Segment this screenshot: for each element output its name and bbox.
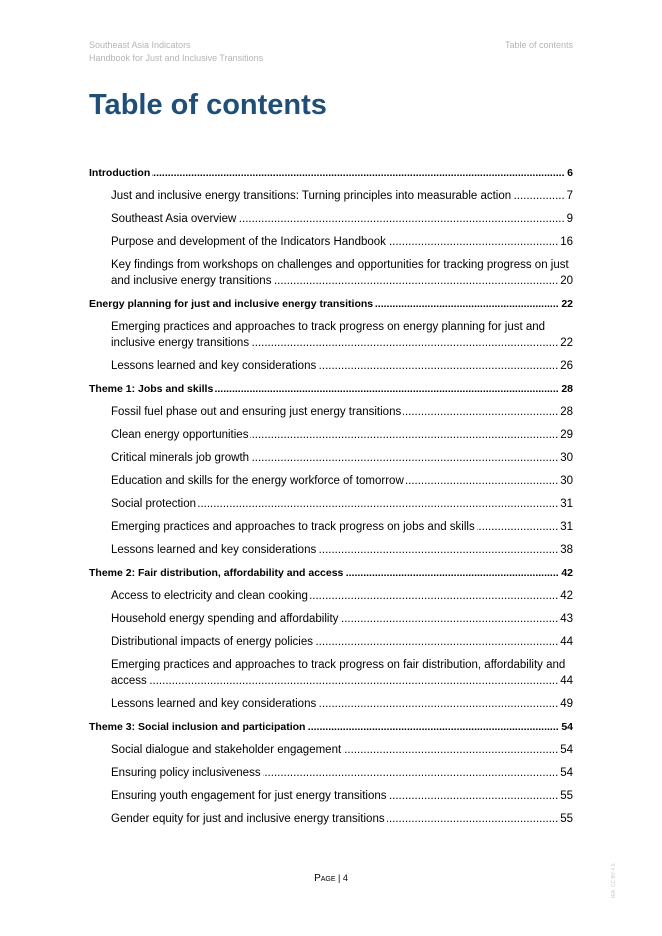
toc-entry-title: Household energy spending and affordability [111,613,339,625]
toc-entry-title: Purpose and development of the Indicators Handbook [111,236,386,248]
toc-entry-title: Theme 1: Jobs and skills [89,383,214,395]
toc-page-number: 54 [560,744,573,756]
toc-subsection-entry[interactable] [111,588,573,604]
toc-entry-title: Fossil fuel phase out and ensuring just energy transitions [111,406,402,418]
toc-entry-title: Ensuring policy inclusiveness [111,767,261,779]
toc-page-number: 9 [566,213,573,225]
toc-page-number: 6 [567,167,573,179]
toc-subsection-entry[interactable] [111,611,573,627]
page-footer [0,873,662,884]
toc-entry-title: Theme 3: Social inclusion and participation [89,721,306,733]
toc-page-number: 30 [560,452,573,464]
toc-page-number: 55 [560,790,573,802]
toc-subsection-entry[interactable] [111,234,573,250]
toc-entry-title: Distributional impacts of energy policies [111,636,313,648]
toc-entry-title: Education and skills for the energy workforce of tomorrow [111,475,404,487]
toc-section-entry[interactable] [89,565,573,581]
toc-subsection-entry[interactable] [111,358,573,374]
toc-subsection-entry[interactable] [111,542,573,558]
toc-leader-dots [111,673,573,689]
toc-entry-title: Lessons learned and key considerations [111,360,317,372]
toc-subsection-entry[interactable] [111,427,573,443]
toc-subsection-entry[interactable] [111,211,573,227]
toc-page-number: 49 [560,698,573,710]
toc-entry-title: Emerging practices and approaches to track progress on energy planning for just and inclusive energy transitions [111,321,546,349]
toc-subsection-entry[interactable] [111,742,573,758]
toc-entry-title: Lessons learned and key considerations [111,544,317,556]
toc-entry-title: Social protection [111,498,197,510]
toc-leader-dots [89,165,573,181]
toc-page-number: 28 [561,383,573,395]
toc-entry-title: Introduction [89,167,151,179]
toc-entry-title: Energy planning for just and inclusive energy transitions [89,298,374,310]
footer-separator: | [335,873,343,883]
toc-entry-title: Social dialogue and stakeholder engagement [111,744,342,756]
toc-subsection-entry[interactable] [111,319,573,351]
toc-subsection-entry[interactable] [111,257,573,289]
license-side-text: IEA. CC BY 4.0. [611,862,617,898]
toc-entry-title: Theme 2: Fair distribution, affordability and access [89,567,344,579]
table-of-contents [89,165,573,834]
toc-entry-title: Gender equity for just and inclusive energy transitions [111,813,385,825]
toc-page-number: 43 [560,613,573,625]
toc-entry-title: Ensuring youth engagement for just energy transitions [111,790,387,802]
toc-subsection-entry[interactable] [111,519,573,535]
toc-entry-title: Access to electricity and clean cooking [111,590,308,602]
toc-page-number: 20 [560,275,573,287]
header-report-title: Southeast Asia Indicators [89,40,191,50]
toc-entry-title: Clean energy opportunities [111,429,249,441]
toc-subsection-entry[interactable] [111,811,573,827]
toc-page-number: 55 [560,813,573,825]
toc-page-number: 16 [560,236,573,248]
toc-page-number: 42 [561,567,573,579]
toc-page-number: 29 [560,429,573,441]
toc-entry-title: Key findings from workshops on challenges and opportunities for tracking progress on just and inclusive energy transitions [111,259,569,287]
toc-page-number: 7 [566,190,573,202]
toc-entry-title: Just and inclusive energy transitions: Turning principles into measurable action [111,190,512,202]
toc-page-number: 54 [560,767,573,779]
toc-subsection-entry[interactable] [111,473,573,489]
toc-page-number: 31 [560,521,573,533]
toc-page-number: 44 [560,636,573,648]
toc-page-number: 30 [560,475,573,487]
toc-entry-title: Lessons learned and key considerations [111,698,317,710]
running-header-section: Table of contents [504,40,573,50]
toc-section-entry[interactable] [89,296,573,312]
toc-section-entry[interactable] [89,381,573,397]
toc-subsection-entry[interactable] [111,496,573,512]
toc-page-number: 42 [560,590,573,602]
toc-entry-title: Emerging practices and approaches to track progress on fair distribution, affordability and access [111,659,566,687]
footer-page-word: Page [314,873,336,884]
toc-entry-title: Critical minerals job growth [111,452,250,464]
toc-page-number: 44 [560,675,573,687]
toc-subsection-entry[interactable] [111,657,573,689]
toc-page-number: 31 [560,498,573,510]
toc-subsection-entry[interactable] [111,765,573,781]
toc-subsection-entry[interactable] [111,188,573,204]
toc-subsection-entry[interactable] [111,634,573,650]
toc-subsection-entry[interactable] [111,696,573,712]
toc-section-entry[interactable] [89,165,573,181]
toc-entry-title: Emerging practices and approaches to track progress on jobs and skills [111,521,475,533]
toc-entry-title: Southeast Asia overview [111,213,237,225]
toc-subsection-entry[interactable] [111,404,573,420]
header-report-subtitle: Handbook for Just and Inclusive Transitions [89,53,264,63]
toc-subsection-entry[interactable] [111,450,573,466]
toc-page-number: 26 [560,360,573,372]
toc-section-entry[interactable] [89,719,573,735]
footer-page-number: 4 [342,873,348,883]
toc-page-number: 22 [560,337,573,349]
toc-page-number: 54 [561,721,573,733]
running-header-left [89,39,263,65]
toc-page-number: 28 [560,406,573,418]
page-title: Table of contents [89,89,327,121]
toc-subsection-entry[interactable] [111,788,573,804]
toc-page-number: 38 [560,544,573,556]
toc-page-number: 22 [561,298,573,310]
